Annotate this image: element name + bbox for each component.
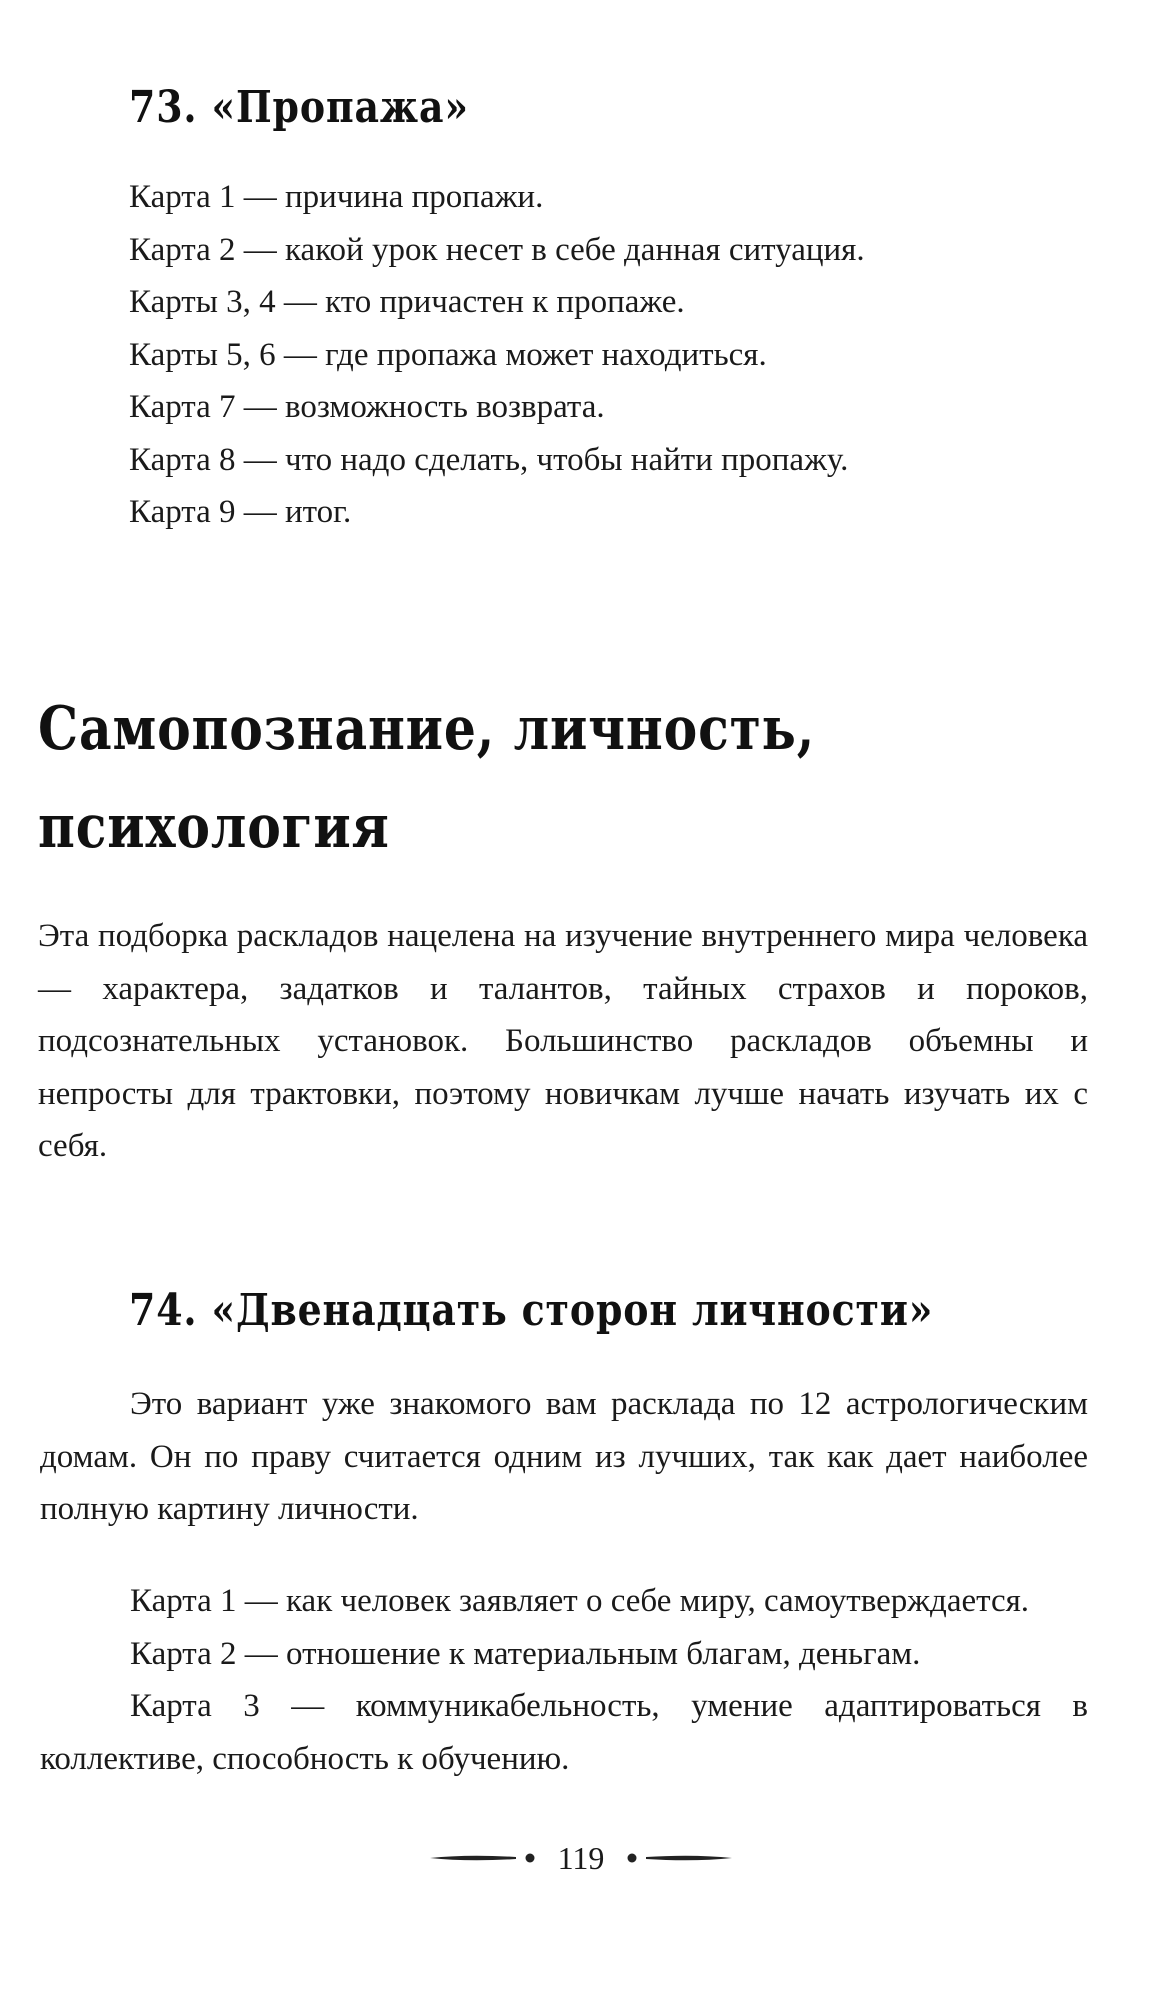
chapter-heading-line-1: Самопознание, личность, (38, 694, 816, 764)
section-73-heading: 73. «Пропажа» (129, 82, 469, 133)
chapter-heading (38, 680, 815, 876)
list-item: Карта 1 — причина пропажи. (129, 179, 544, 215)
right-ornament-icon (624, 1848, 734, 1868)
page-number: 119 (557, 1839, 605, 1876)
list-item: Карта 8 — что надо сделать, чтобы найти пропажу. (129, 441, 849, 478)
chapter-intro: Эта подборка раскладов нацелена на изучение внутреннего мира человека — характера, задатков и талантов, тайных страхов и пороков, подсознательных установок. Большинство раскладов объемны и непросты для трактовки, поэтому новичкам лучше начать изучать их с себя. (38, 918, 1088, 1164)
list-item: Карта 2 — отношение к материальным благам, деньгам. (130, 1635, 921, 1672)
list-item: Карта 7 — возможность возврата. (129, 389, 605, 425)
list-item: Карта 3 — коммуникабельность, умение адаптироваться в коллективе, способность к обучению. (40, 1688, 1088, 1777)
list-item: Карта 9 — итог. (129, 494, 352, 530)
list-item: Карта 2 — какой урок несет в себе данная ситуация. (129, 231, 865, 268)
page-footer (0, 1828, 1162, 1888)
list-item: Карты 5, 6 — где пропажа может находиться. (129, 336, 767, 373)
list-item: Карта 1 — как человек заявляет о себе миру, самоутверждается. (130, 1583, 1030, 1619)
list-item: Карты 3, 4 — кто причастен к пропаже. (129, 284, 685, 320)
section-73-list (129, 171, 1089, 539)
section-74-heading: 74. «Двенадцать сторон личности» (129, 1285, 934, 1336)
chapter-heading-line-2: психология (38, 792, 390, 862)
section-74-paragraph: Это вариант уже знакомого вам расклада по 12 астрологическим домам. Он по праву считается одним из лучших, так как дает наиболее полную картину личности. (40, 1386, 1088, 1527)
left-ornament-icon (428, 1848, 538, 1868)
section-74-list (40, 1575, 1088, 1785)
